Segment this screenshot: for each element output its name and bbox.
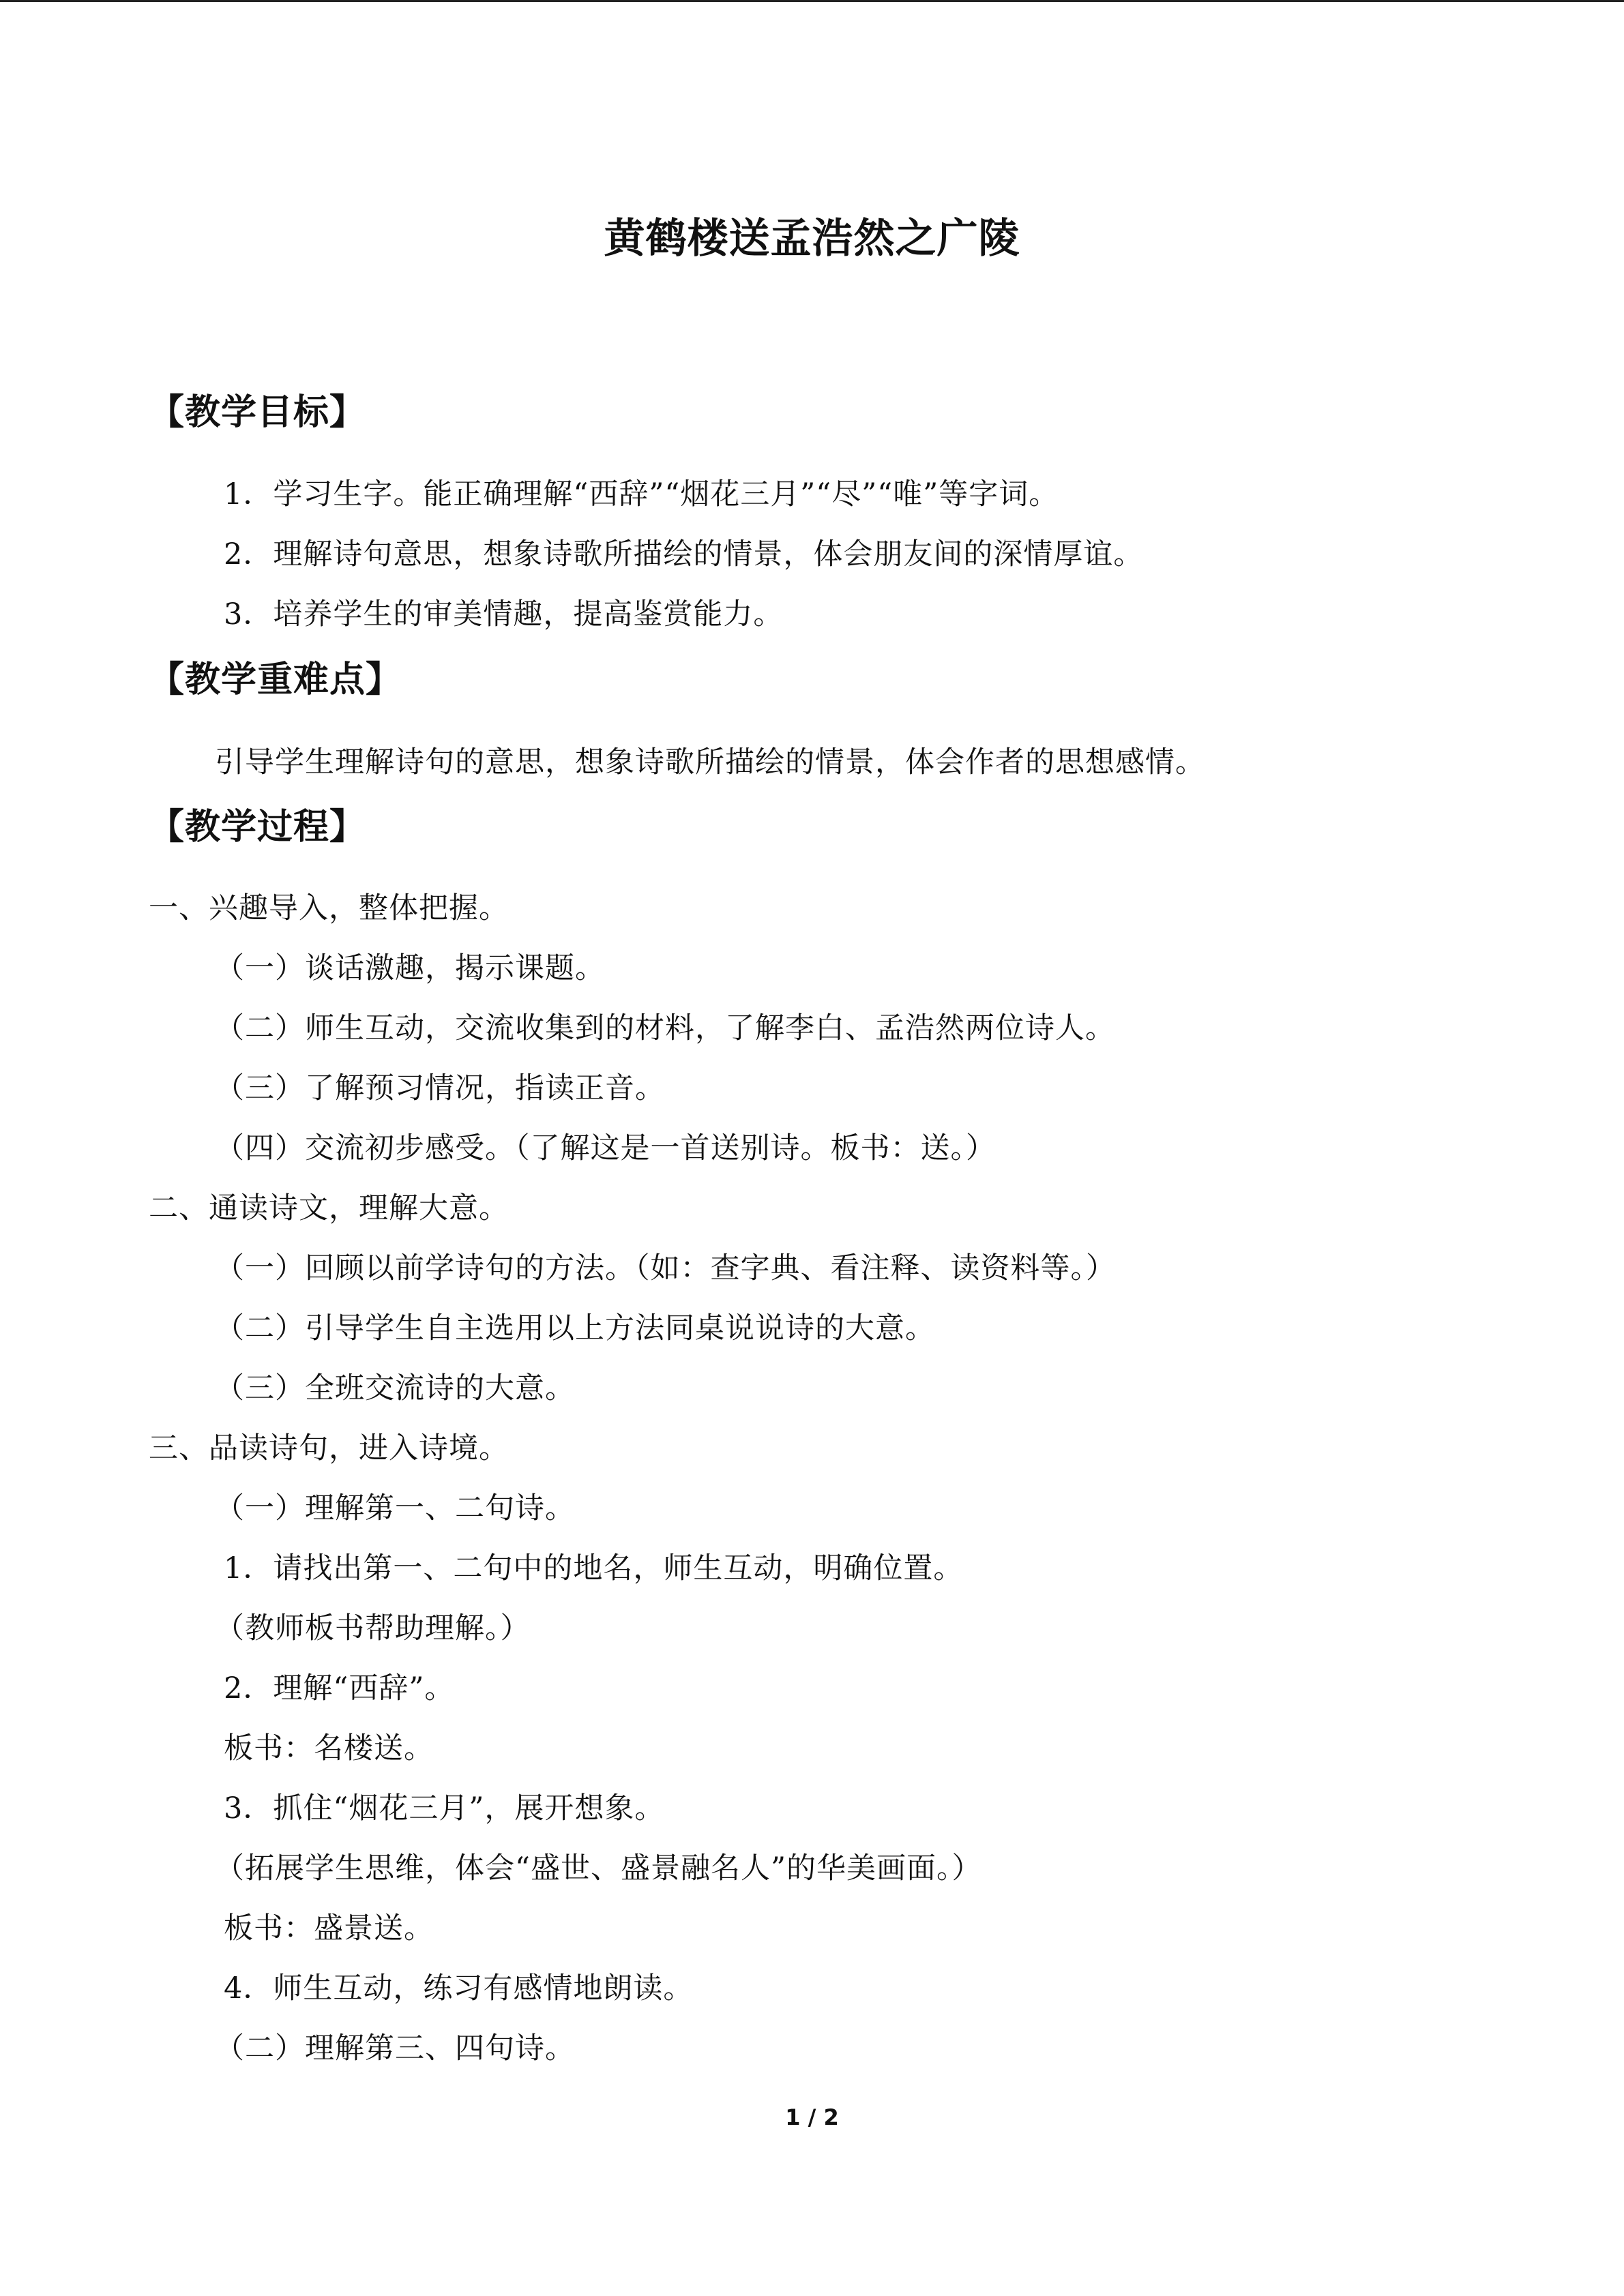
process-line: 3．抓住“烟花三月”，展开想象。 — [224, 1791, 665, 1825]
process-line: （一）谈话激趣，揭示课题。 — [215, 951, 605, 985]
process-line: （三）全班交流诗的大意。 — [215, 1371, 575, 1405]
process-line: （一）回顾以前学诗句的方法。（如：查字典、看注释、读资料等。） — [215, 1251, 1116, 1285]
process-line: （三）了解预习情况，指读正音。 — [215, 1071, 665, 1105]
process-line: （拓展学生思维，体会“盛世、盛景融名人”的华美画面。） — [215, 1851, 982, 1885]
process-line: （二）引导学生自主选用以上方法同桌说说诗的大意。 — [215, 1311, 935, 1345]
process-line: （四）交流初步感受。（了解这是一首送别诗。板书：送。） — [215, 1131, 996, 1165]
process-line: 2．理解“西辞”。 — [224, 1671, 455, 1705]
process-line: 4．师生互动，练习有感情地朗读。 — [224, 1971, 694, 2006]
process-line: 三、品读诗句，进入诗境。 — [149, 1431, 509, 1465]
page-number: 1 / 2 — [785, 2104, 839, 2130]
process-line: （一）理解第一、二句诗。 — [215, 1491, 575, 1525]
document-title: 黄鹤楼送孟浩然之广陵 — [604, 215, 1020, 263]
heading-teaching-objectives: 【教学目标】 — [149, 392, 366, 433]
process-line: 板书：盛景送。 — [224, 1911, 434, 1945]
objective-item-3: 3．培养学生的审美情趣，提高鉴赏能力。 — [224, 597, 784, 631]
process-line: 一、兴趣导入，整体把握。 — [149, 891, 509, 925]
heading-teaching-process: 【教学过程】 — [149, 807, 366, 848]
objective-item-2: 2．理解诗句意思，想象诗歌所描绘的情景，体会朋友间的深情厚谊。 — [224, 537, 1144, 571]
process-line: 二、通读诗文，理解大意。 — [149, 1191, 509, 1225]
process-line: 1．请找出第一、二句中的地名，师生互动，明确位置。 — [224, 1551, 964, 1585]
heading-key-difficult-points: 【教学重难点】 — [149, 659, 402, 700]
key-points-text: 引导学生理解诗句的意思，想象诗歌所描绘的情景，体会作者的思想感情。 — [215, 745, 1205, 779]
objective-item-1: 1．学习生字。能正确理解“西辞”“烟花三月”“尽”“唯”等字词。 — [224, 477, 1059, 511]
top-border-line — [0, 0, 1624, 2]
process-line: （二）理解第三、四句诗。 — [215, 2031, 575, 2066]
process-line: 板书：名楼送。 — [224, 1731, 434, 1765]
process-line: （二）师生互动，交流收集到的材料，了解李白、孟浩然两位诗人。 — [215, 1011, 1115, 1045]
process-line: （教师板书帮助理解。） — [215, 1611, 531, 1645]
